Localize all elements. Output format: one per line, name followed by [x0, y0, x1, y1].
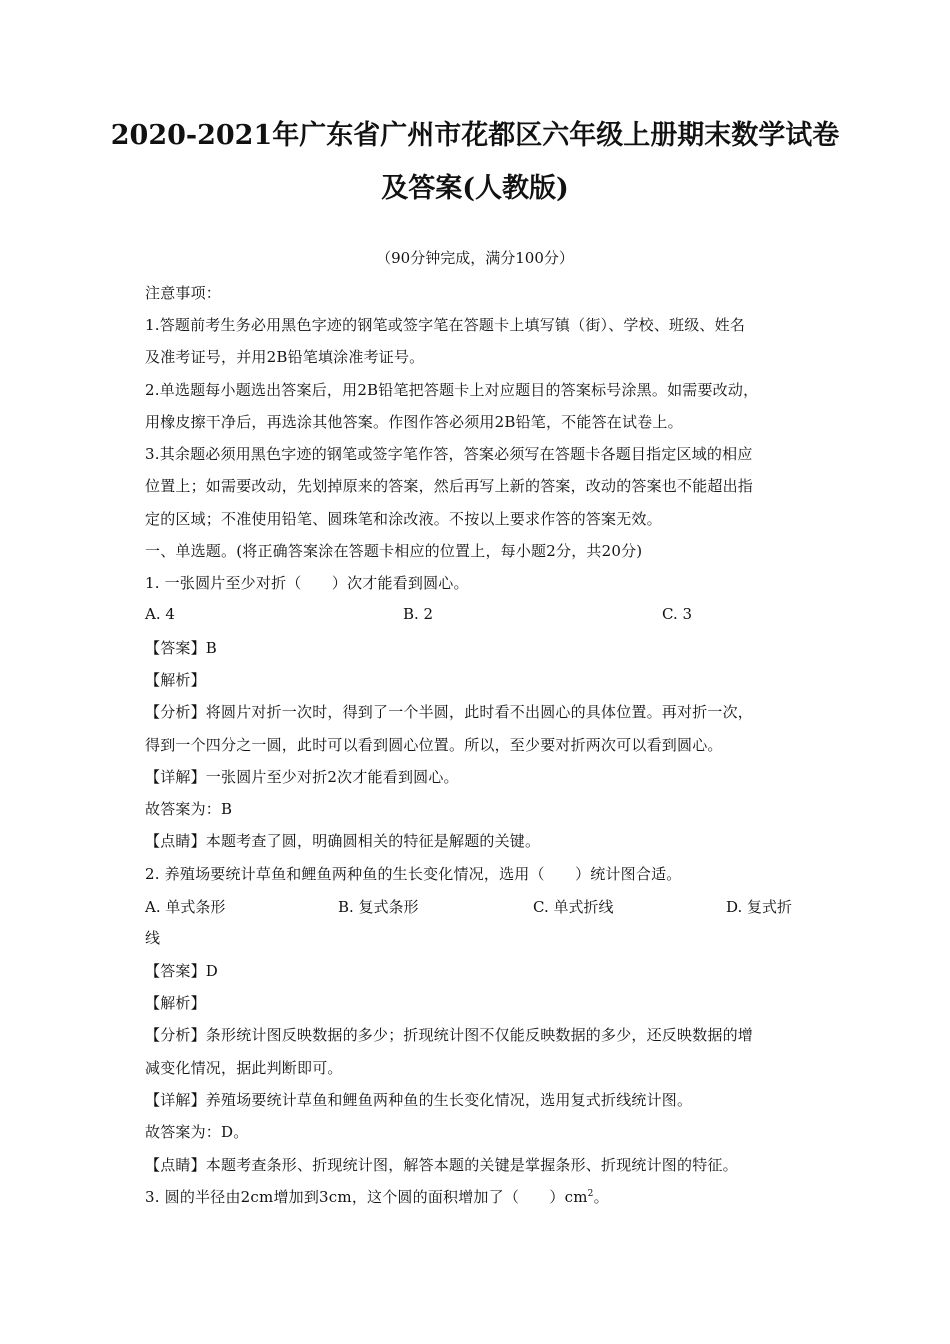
question-3-stem — [145, 1187, 609, 1207]
question-2-answer: 【答案】D — [145, 962, 219, 980]
question-1-option-c: C. 3 — [662, 605, 693, 623]
question-1-analysis: 【分析】将圆片对折一次时，得到了一个半圆，此时看不出圆心的具体位置。再对折一次， — [145, 703, 754, 721]
notice-item-1: 1.答题前考生务必用黑色字迹的钢笔或签字笔在答题卡上填写镇（街）、学校、班级、姓名 — [145, 316, 746, 334]
notice-item-3: 3.其余题必须用黑色字迹的钢笔或签字笔作答，答案必须写在答题卡各题目指定区域的相应 — [145, 445, 753, 463]
question-3-stem-end: 。 — [593, 1188, 609, 1206]
question-3-stem-text: 3. 圆的半径由2cm增加到3cm，这个圆的面积增加了（ ）cm — [145, 1188, 588, 1206]
question-2-stem: 2. 养殖场要统计草鱼和鲤鱼两种鱼的生长变化情况，选用（ ）统计图合适。 — [145, 865, 682, 883]
question-2-detail: 【详解】养殖场要统计草鱼和鲤鱼两种鱼的生长变化情况，选用复式折线统计图。 — [145, 1091, 693, 1109]
question-1-analysis-cont: 得到一个四分之一圆，此时可以看到圆心位置。所以，至少要对折两次可以看到圆心。 — [145, 736, 723, 754]
section-heading: 一、单选题。(将正确答案涂在答题卡相应的位置上，每小题2分，共20分) — [145, 542, 643, 560]
notice-item-2-cont: 用橡皮擦干净后，再选涂其他答案。作图作答必须用2B铅笔，不能答在试卷上。 — [145, 413, 683, 431]
question-1-stem: 1. 一张圆片至少对折（ ）次才能看到圆心。 — [145, 574, 469, 592]
question-1-detail: 【详解】一张圆片至少对折2次才能看到圆心。 — [145, 768, 459, 786]
question-2-option-d: D. 复式折 — [726, 898, 793, 916]
page-title-line2: 及答案(人教版) — [381, 173, 569, 204]
question-1-option-b: B. 2 — [403, 605, 434, 623]
question-1-analysis-label: 【解析】 — [145, 671, 206, 689]
question-2-conclusion: 故答案为：D。 — [145, 1123, 249, 1141]
notice-item-1-cont: 及准考证号，并用2B铅笔填涂准考证号。 — [145, 348, 425, 366]
exam-duration-note: （90分钟完成，满分100分） — [376, 249, 574, 267]
question-1-remark: 【点睛】本题考查了圆，明确圆相关的特征是解题的关键。 — [145, 832, 541, 850]
question-2-analysis-cont: 减变化情况，据此判断即可。 — [145, 1059, 343, 1077]
question-1-answer: 【答案】B — [145, 639, 218, 657]
question-2-option-d-wrap: 线 — [145, 929, 161, 947]
unit-superscript: 2 — [587, 1189, 594, 1199]
question-2-remark: 【点睛】本题考查条形、折现统计图，解答本题的关键是掌握条形、折现统计图的特征。 — [145, 1156, 738, 1174]
question-2-option-b: B. 复式条形 — [338, 898, 419, 916]
question-2-option-c: C. 单式折线 — [533, 898, 614, 916]
question-1-conclusion: 故答案为：B — [145, 800, 233, 818]
page-title: 2020-2021年广东省广州市花都区六年级上册期末数学试卷 — [110, 120, 840, 151]
question-2-option-a: A. 单式条形 — [145, 898, 226, 916]
notice-heading: 注意事项： — [145, 284, 222, 302]
question-1-option-a: A. 4 — [145, 605, 175, 623]
notice-item-3-cont: 位置上；如需要改动，先划掉原来的答案，然后再写上新的答案，改动的答案也不能超出指 — [145, 477, 754, 495]
question-2-analysis: 【分析】条形统计图反映数据的多少；折现统计图不仅能反映数据的多少，还反映数据的增 — [145, 1026, 754, 1044]
question-2-analysis-label: 【解析】 — [145, 994, 206, 1012]
notice-item-2: 2.单选题每小题选出答案后，用2B铅笔把答题卡上对应题目的答案标号涂黑。如需要改动， — [145, 381, 759, 399]
notice-item-3-cont2: 定的区域；不准使用铅笔、圆珠笔和涂改液。不按以上要求作答的答案无效。 — [145, 510, 662, 528]
